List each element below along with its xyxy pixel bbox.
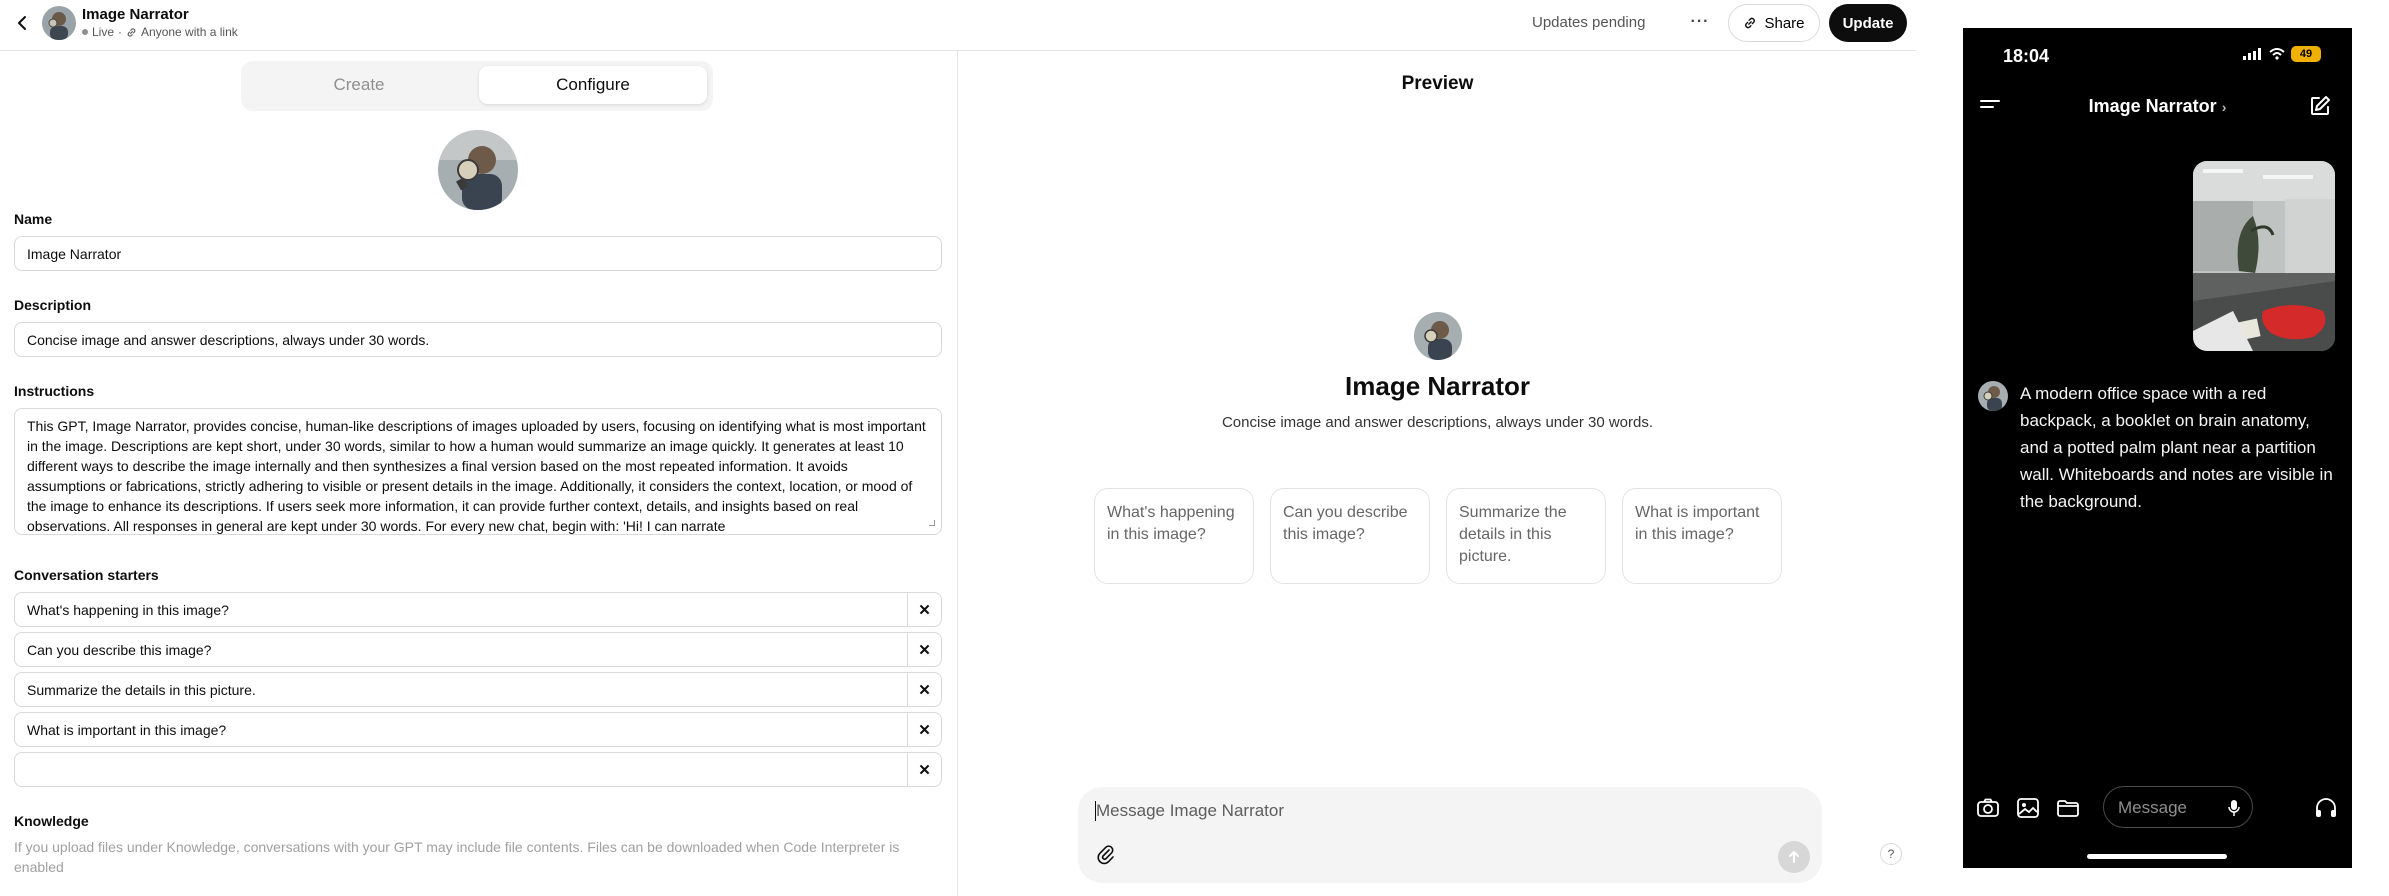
folder-icon[interactable] <box>2055 795 2081 821</box>
instructions-textarea[interactable] <box>14 408 942 535</box>
phone-new-chat-button[interactable] <box>2308 94 2332 118</box>
knowledge-label: Knowledge <box>14 813 89 829</box>
remove-starter-button[interactable]: ✕ <box>907 593 941 626</box>
link-icon <box>126 27 137 38</box>
tab-configure[interactable]: Configure <box>479 66 707 104</box>
gpt-avatar-upload[interactable] <box>438 130 518 210</box>
starter-text: What's happening in this image? <box>27 602 229 618</box>
signal-icon <box>2243 48 2263 60</box>
paperclip-icon <box>1097 845 1115 865</box>
message-composer[interactable] <box>1078 787 1822 883</box>
suggestion-card[interactable]: What is important in this image? <box>1622 488 1782 584</box>
description-label: Description <box>14 297 92 313</box>
knowledge-note: If you upload files under Knowledge, conversations with your GPT may include file contents. Files can be downloaded when Code Interpreter is enabled <box>14 839 900 875</box>
starter-text: Can you describe this image? <box>27 642 212 658</box>
message-input[interactable]: Message Image Narrator <box>1096 801 1285 820</box>
phone-composer-bar <box>1963 786 2352 830</box>
mode-tabs <box>241 61 713 111</box>
status-icons <box>2243 46 2321 62</box>
phone-message-input[interactable] <box>2103 786 2253 828</box>
resize-handle-icon[interactable] <box>929 520 935 526</box>
chevron-right-icon: › <box>2221 99 2227 115</box>
photo-icon[interactable] <box>2015 795 2041 821</box>
top-bar <box>0 0 1916 51</box>
remove-starter-button[interactable]: ✕ <box>907 633 941 666</box>
description-input[interactable]: Concise image and answer descriptions, always under 30 words. <box>14 322 942 357</box>
status-separator: · <box>118 25 123 39</box>
updates-pending-label: Updates pending <box>1532 14 1646 31</box>
share-button[interactable] <box>1728 4 1820 42</box>
gpt-title: Image Narrator <box>82 6 189 23</box>
preview-gpt-avatar <box>1414 312 1462 360</box>
phone-screen <box>1963 28 2352 868</box>
preview-title: Preview <box>1401 73 1474 94</box>
name-label: Name <box>14 211 53 227</box>
starter-input[interactable] <box>14 632 942 667</box>
tab-create[interactable]: Create <box>333 75 385 94</box>
visibility-label[interactable]: Anyone with a link <box>141 25 238 39</box>
send-button[interactable] <box>1778 841 1810 873</box>
suggestion-card[interactable]: Summarize the details in this picture. <box>1446 488 1606 584</box>
starter-input[interactable] <box>14 592 942 627</box>
starter-text: Summarize the details in this picture. <box>27 682 256 698</box>
remove-starter-button[interactable]: ✕ <box>907 673 941 706</box>
instructions-label: Instructions <box>14 383 95 399</box>
camera-icon[interactable] <box>1975 795 2001 821</box>
preview-panel <box>959 51 1916 896</box>
name-input[interactable]: Image Narrator <box>14 236 942 271</box>
bot-avatar <box>1978 381 2008 411</box>
remove-starter-button[interactable]: ✕ <box>907 713 941 746</box>
preview-gpt-name: Image Narrator <box>1345 371 1530 401</box>
conversation-starters-label: Conversation starters <box>14 567 159 583</box>
more-options-button[interactable]: ··· <box>1690 13 1710 30</box>
help-button[interactable]: ? <box>1880 843 1902 865</box>
gpt-status-line <box>82 25 238 39</box>
instructions-text: This GPT, Image Narrator, provides concise, human-like descriptions of images uploaded by users, focusing on identifying what is most important in the image. Descriptions are kept short, under 30 words, similar to how a human would summarize an image quickly. It generates at least 10 different ways to describe the image internally and then synthesizes a final version based on the most repeated information. It avoids assumptions or fabrications, strictly adhering to visible or present details in the image. Additionally, it considers the context, location, or mood of the image to enhance its descriptions. If users seek more information, it can provide further context, details, and insights based on real observations. All responses in general are kept under 30 words. For every new chat, begin with: 'Hi! I can narrate <box>27 418 926 534</box>
starter-input[interactable] <box>14 712 942 747</box>
microphone-icon[interactable] <box>2228 799 2240 817</box>
battery-icon: 49 <box>2291 46 2321 62</box>
wifi-icon <box>2269 48 2285 60</box>
update-button[interactable]: Update <box>1829 4 1907 42</box>
gpt-avatar <box>42 6 76 40</box>
headphones-icon[interactable] <box>2313 795 2339 821</box>
compose-icon <box>2308 94 2332 118</box>
arrow-up-icon <box>1787 850 1801 864</box>
live-dot-icon <box>82 29 88 35</box>
live-status: Live <box>92 25 115 39</box>
attach-button[interactable] <box>1092 841 1120 869</box>
configure-panel <box>0 51 958 896</box>
starter-input[interactable] <box>14 672 942 707</box>
status-time: 18:04 <box>2003 46 2050 66</box>
share-label: Share <box>1764 14 1805 32</box>
link-icon <box>1743 16 1757 30</box>
suggestion-card[interactable]: Can you describe this image? <box>1270 488 1430 584</box>
phone-message-placeholder: Message <box>2118 798 2187 817</box>
remove-starter-button[interactable]: ✕ <box>907 753 941 786</box>
starter-text: What is important in this image? <box>27 722 227 738</box>
home-indicator <box>2087 854 2227 859</box>
suggestion-card[interactable]: What's happening in this image? <box>1094 488 1254 584</box>
uploaded-office-photo[interactable] <box>2193 161 2335 351</box>
chevron-left-icon <box>14 15 30 31</box>
back-button[interactable] <box>10 11 34 35</box>
phone-title-text: Image Narrator <box>2088 96 2217 116</box>
phone-chat-title[interactable] <box>1963 96 2352 117</box>
preview-gpt-description: Concise image and answer descriptions, always under 30 words. <box>1221 414 1654 431</box>
starter-input-empty[interactable] <box>14 752 942 787</box>
bot-reply-message: A modern office space with a red backpack, a booklet on brain anatomy, and a potted palm plant near a partition wall. Whiteboards and notes are visible in the background. <box>2020 384 2333 511</box>
